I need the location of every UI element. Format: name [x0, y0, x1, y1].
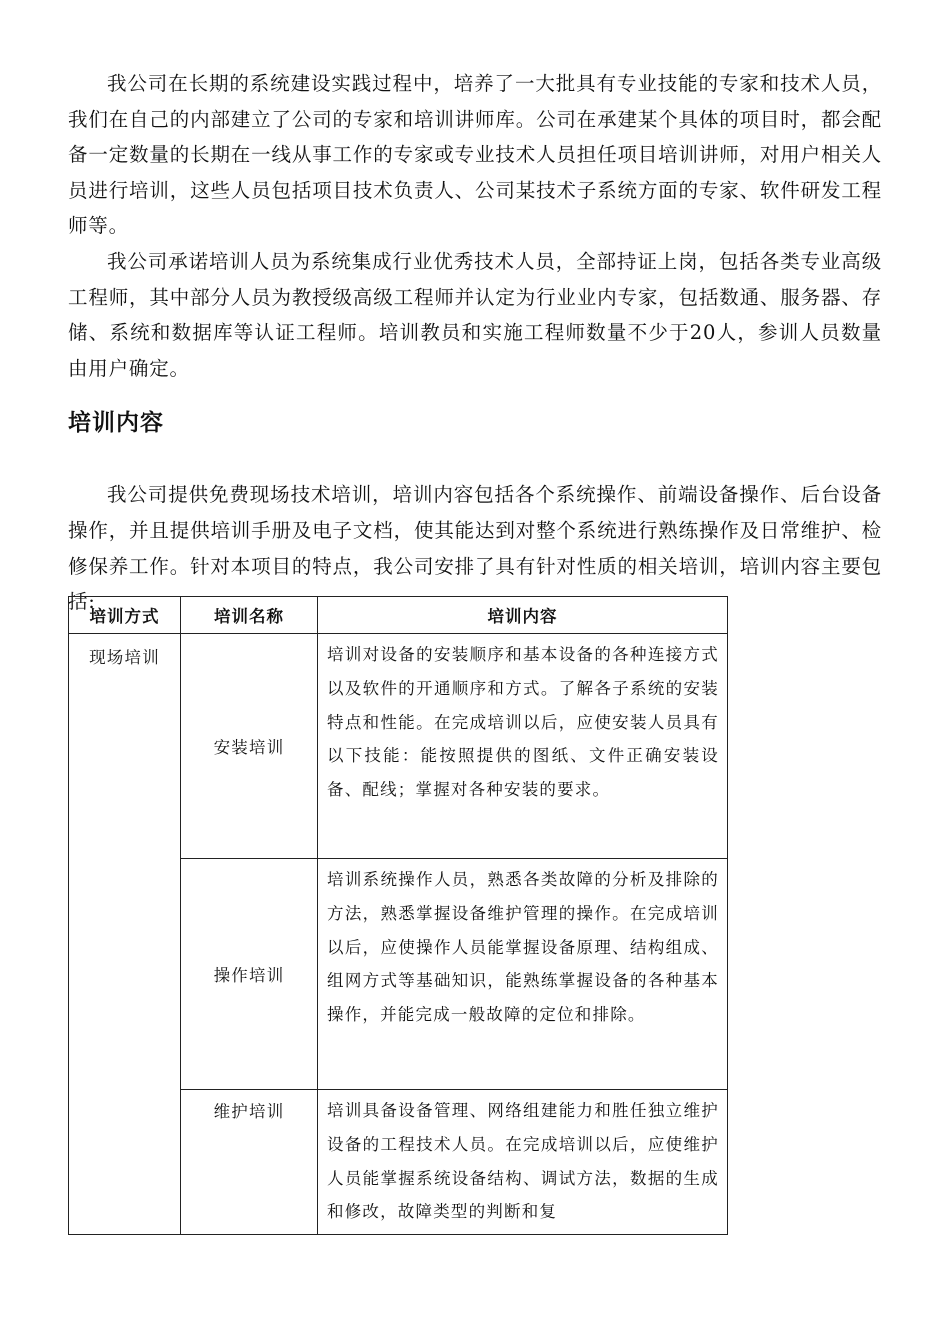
- training-name-operation: 操作培训: [181, 859, 318, 1090]
- header-name: 培训名称: [181, 597, 318, 634]
- section-heading: 培训内容: [68, 410, 164, 437]
- intro-paragraph-1: 我公司在长期的系统建设实践过程中，培养了一大批具有专业技能的专家和技术人员，我们在自己的内部建立了公司的专家和培训讲师库。公司在承建某个具体的项目时，都会配备一定数量的长期在一线从事工作的专家或专业技术人员担任项目培训讲师，对用户相关人员进行培训，这些人员包括项目技术负责人、公司某技术子系统方面的专家、软件研发工程师等。: [68, 72, 882, 238]
- table-header-row: [69, 597, 728, 634]
- training-content-maintenance: 培训具备设备管理、网络组建能力和胜任独立维护设备的工程技术人员。在完成培训以后，应使维护人员能掌握系统设备结构、调试方法，数据的生成和修改，故障类型的判断和复: [318, 1090, 728, 1235]
- document-body: [68, 66, 882, 620]
- training-name-install: 安装培训: [181, 634, 318, 859]
- table-row: [69, 634, 728, 859]
- training-content-install: 培训对设备的安装顺序和基本设备的各种连接方式以及软件的开通顺序和方式。了解各子系统的安装特点和性能。在完成培训以后，应使安装人员具有以下技能：能按照提供的图纸、文件正确安装设备、配线；掌握对各种安装的要求。: [318, 634, 728, 859]
- training-method-cell: 现场培训: [69, 634, 181, 1235]
- training-name-maintenance: 维护培训: [181, 1090, 318, 1235]
- intro-paragraph-2: 我公司承诺培训人员为系统集成行业优秀技术人员，全部持证上岗，包括各类专业高级工程师，其中部分人员为教授级高级工程师并认定为行业业内专家，包括数通、服务器、存储、系统和数据库等认证工程师。培训教员和实施工程师数量不少于20人，参训人员数量由用户确定。: [68, 249, 882, 380]
- header-method: 培训方式: [69, 597, 181, 634]
- training-content-operation: 培训系统操作人员，熟悉各类故障的分析及排除的方法，熟悉掌握设备维护管理的操作。在完成培训以后，应使操作人员能掌握设备原理、结构组成、组网方式等基础知识，能熟练掌握设备的各种基本操作，并能完成一般故障的定位和排除。: [318, 859, 728, 1090]
- section-paragraph: 我公司提供免费现场技术培训，培训内容包括各个系统操作、前端设备操作、后台设备操作，并且提供培训手册及电子文档，使其能达到对整个系统进行熟练操作及日常维护、检修保养工作。针对本项目的特点，我公司安排了具有针对性质的相关培训，培训内容主要包括:: [68, 483, 882, 614]
- spacer: [68, 453, 882, 477]
- header-content: 培训内容: [318, 597, 728, 634]
- training-table: [68, 596, 728, 1235]
